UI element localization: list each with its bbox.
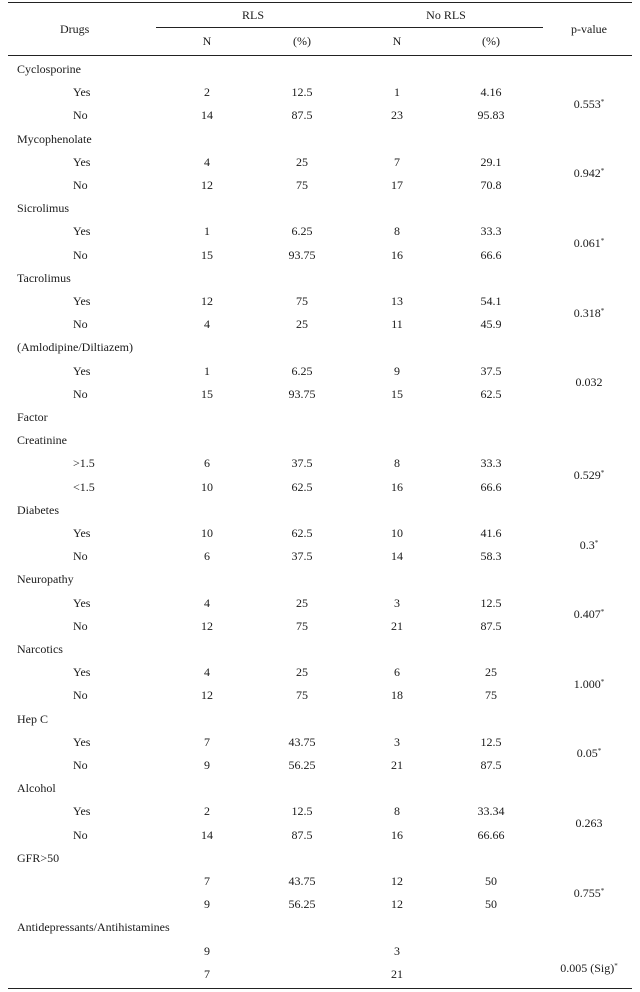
no-rls-n-value: 16 xyxy=(391,248,403,262)
rls-pct-value: 93.75 xyxy=(288,248,316,262)
row-label: No xyxy=(73,828,88,842)
no-rls-pct-value: 66.66 xyxy=(477,828,505,842)
rls-n-value: 2 xyxy=(204,85,210,99)
no-rls-n-value: 8 xyxy=(394,804,400,818)
p-value-text: 0.318 xyxy=(573,306,601,320)
row-label: No xyxy=(73,619,88,633)
rls-n-value: 7 xyxy=(204,735,210,749)
no-rls-n-value: 7 xyxy=(394,155,400,169)
rls-n-value: 4 xyxy=(204,665,210,679)
rls-n-value: 12 xyxy=(201,688,213,702)
p-value xyxy=(574,236,605,250)
no-rls-n-value: 21 xyxy=(391,967,403,981)
rls-n-value: 10 xyxy=(201,480,213,494)
rls-n-value: 7 xyxy=(204,967,210,981)
rls-pct-value: 37.5 xyxy=(291,549,313,563)
rls-pct-value: 87.5 xyxy=(291,108,313,122)
p-value xyxy=(574,468,605,482)
rls-pct-value: 75 xyxy=(296,178,308,192)
header-rls: RLS xyxy=(241,8,265,22)
significance-asterisk: * xyxy=(600,608,605,616)
table-bottom-rule xyxy=(8,988,632,989)
rls-n-value: 7 xyxy=(204,874,210,888)
no-rls-n-value: 21 xyxy=(391,758,403,772)
rls-n-value: 6 xyxy=(204,549,210,563)
no-rls-pct-value: 4.16 xyxy=(480,85,502,99)
header-p-value: p-value xyxy=(571,22,607,36)
row-label: No xyxy=(73,108,88,122)
p-value-text: 0.3 xyxy=(579,538,595,552)
no-rls-n-value: 9 xyxy=(394,364,400,378)
no-rls-pct-value: 87.5 xyxy=(480,758,502,772)
rls-pct-value: 12.5 xyxy=(291,85,313,99)
no-rls-n-value: 3 xyxy=(394,944,400,958)
header-pct-no-rls: (%) xyxy=(482,34,500,48)
rls-pct-value: 43.75 xyxy=(288,874,316,888)
no-rls-n-value: 6 xyxy=(394,665,400,679)
no-rls-n-value: 1 xyxy=(394,85,400,99)
no-rls-pct-value: 25 xyxy=(485,665,497,679)
group-label: Hep C xyxy=(17,712,48,726)
significance-asterisk: * xyxy=(600,237,605,245)
row-label: No xyxy=(73,688,88,702)
row-label: Yes xyxy=(73,526,91,540)
header-drugs: Drugs xyxy=(60,22,90,36)
rls-pct-value: 75 xyxy=(296,688,308,702)
rls-pct-value: 37.5 xyxy=(291,456,313,470)
no-rls-pct-value: 54.1 xyxy=(480,294,502,308)
group-label: Factor xyxy=(17,410,48,424)
rls-n-value: 4 xyxy=(204,155,210,169)
group-label: Cyclosporine xyxy=(17,62,81,76)
no-rls-n-value: 10 xyxy=(391,526,403,540)
significance-asterisk: * xyxy=(600,887,605,895)
row-label: No xyxy=(73,248,88,262)
rls-pct-value: 75 xyxy=(296,294,308,308)
no-rls-n-value: 23 xyxy=(391,108,403,122)
significance-asterisk: * xyxy=(600,98,605,106)
significance-asterisk: * xyxy=(594,539,599,547)
p-value-text: 0.755 xyxy=(573,886,601,900)
row-label: No xyxy=(73,758,88,772)
row-label: Yes xyxy=(73,804,91,818)
header-n-no-rls: N xyxy=(392,34,402,48)
no-rls-n-value: 13 xyxy=(391,294,403,308)
rls-n-value: 4 xyxy=(204,317,210,331)
p-value-text: 0.407 xyxy=(573,607,601,621)
rls-pct-value: 25 xyxy=(296,596,308,610)
no-rls-pct-value: 41.6 xyxy=(480,526,502,540)
no-rls-n-value: 11 xyxy=(391,317,403,331)
row-label: Yes xyxy=(73,155,91,169)
group-label: (Amlodipine/Diltiazem) xyxy=(17,340,133,354)
rls-n-value: 14 xyxy=(201,828,213,842)
group-label: Tacrolimus xyxy=(17,271,71,285)
rls-n-value: 14 xyxy=(201,108,213,122)
p-value xyxy=(560,961,618,975)
significance-asterisk: * xyxy=(600,307,605,315)
group-label: Narcotics xyxy=(17,642,63,656)
p-value xyxy=(576,816,603,830)
rls-pct-value: 56.25 xyxy=(288,897,316,911)
no-rls-pct-value: 29.1 xyxy=(480,155,502,169)
row-label: >1.5 xyxy=(73,456,95,470)
p-value xyxy=(577,746,602,760)
p-value-text: 0.529 xyxy=(573,468,601,482)
rls-n-value: 12 xyxy=(201,178,213,192)
rls-n-value: 12 xyxy=(201,619,213,633)
p-value-text: 1.000 xyxy=(573,677,601,691)
no-rls-pct-value: 62.5 xyxy=(480,387,502,401)
no-rls-n-value: 17 xyxy=(391,178,403,192)
p-value-text: 0.553 xyxy=(573,97,601,111)
row-label: Yes xyxy=(73,85,91,99)
no-rls-pct-value: 12.5 xyxy=(480,596,502,610)
rls-n-value: 9 xyxy=(204,897,210,911)
rls-pct-value: 87.5 xyxy=(291,828,313,842)
rls-pct-value: 75 xyxy=(296,619,308,633)
group-label: Mycophenolate xyxy=(17,132,92,146)
no-rls-n-value: 18 xyxy=(391,688,403,702)
row-label: Yes xyxy=(73,224,91,238)
no-rls-pct-value: 70.8 xyxy=(480,178,502,192)
rls-n-value: 9 xyxy=(204,758,210,772)
rls-n-value: 10 xyxy=(201,526,213,540)
no-rls-pct-value: 95.83 xyxy=(477,108,505,122)
p-value xyxy=(574,306,605,320)
row-label: Yes xyxy=(73,294,91,308)
row-label: No xyxy=(73,317,88,331)
rls-n-value: 12 xyxy=(201,294,213,308)
significance-asterisk: * xyxy=(597,747,602,755)
no-rls-n-value: 15 xyxy=(391,387,403,401)
rls-pct-value: 25 xyxy=(296,665,308,679)
significance-asterisk: * xyxy=(614,962,618,970)
no-rls-pct-value: 33.34 xyxy=(477,804,505,818)
no-rls-n-value: 14 xyxy=(391,549,403,563)
p-value-text: 0.061 xyxy=(573,236,601,250)
rls-n-value: 6 xyxy=(204,456,210,470)
group-label: Diabetes xyxy=(17,503,59,517)
no-rls-pct-value: 87.5 xyxy=(480,619,502,633)
row-label: Yes xyxy=(73,364,91,378)
no-rls-n-value: 12 xyxy=(391,874,403,888)
no-rls-pct-value: 66.6 xyxy=(480,248,502,262)
significance-asterisk: * xyxy=(600,469,605,477)
no-rls-pct-value: 12.5 xyxy=(480,735,502,749)
row-label: Yes xyxy=(73,665,91,679)
no-rls-n-value: 21 xyxy=(391,619,403,633)
no-rls-pct-value: 45.9 xyxy=(480,317,502,331)
p-value xyxy=(580,538,599,552)
significance-asterisk: * xyxy=(600,678,605,686)
p-value-text: 0.005 (Sig) xyxy=(560,961,615,975)
rls-n-value: 15 xyxy=(201,387,213,401)
p-value xyxy=(574,677,605,691)
p-value xyxy=(574,97,605,111)
p-value xyxy=(574,607,605,621)
group-label: Antidepressants/Antihistamines xyxy=(17,920,170,934)
p-value xyxy=(574,886,605,900)
rls-n-value: 1 xyxy=(204,364,210,378)
no-rls-pct-value: 50 xyxy=(485,897,497,911)
row-label: Yes xyxy=(73,596,91,610)
no-rls-n-value: 3 xyxy=(394,735,400,749)
no-rls-n-value: 3 xyxy=(394,596,400,610)
row-label: No xyxy=(73,549,88,563)
rls-pct-value: 12.5 xyxy=(291,804,313,818)
rls-pct-value: 6.25 xyxy=(291,364,313,378)
no-rls-pct-value: 37.5 xyxy=(480,364,502,378)
no-rls-pct-value: 33.3 xyxy=(480,456,502,470)
group-label: Alcohol xyxy=(17,781,56,795)
header-pct-rls: (%) xyxy=(293,34,311,48)
rls-n-value: 4 xyxy=(204,596,210,610)
rls-pct-value: 25 xyxy=(296,155,308,169)
no-rls-n-value: 12 xyxy=(391,897,403,911)
rls-n-value: 9 xyxy=(204,944,210,958)
rls-n-value: 15 xyxy=(201,248,213,262)
no-rls-n-value: 16 xyxy=(391,480,403,494)
rls-pct-value: 6.25 xyxy=(291,224,313,238)
rls-pct-value: 62.5 xyxy=(291,526,313,540)
no-rls-n-value: 8 xyxy=(394,224,400,238)
rls-pct-value: 62.5 xyxy=(291,480,313,494)
row-label: No xyxy=(73,387,88,401)
rls-pct-value: 43.75 xyxy=(288,735,316,749)
header-n-rls: N xyxy=(202,34,212,48)
group-label: GFR>50 xyxy=(17,851,60,865)
row-label: <1.5 xyxy=(73,480,95,494)
no-rls-n-value: 8 xyxy=(394,456,400,470)
p-value xyxy=(576,375,603,389)
no-rls-pct-value: 58.3 xyxy=(480,549,502,563)
no-rls-pct-value: 33.3 xyxy=(480,224,502,238)
group-label: Neuropathy xyxy=(17,572,74,586)
rls-pct-value: 93.75 xyxy=(288,387,316,401)
no-rls-pct-value: 50 xyxy=(485,874,497,888)
rls-n-value: 1 xyxy=(204,224,210,238)
row-label: No xyxy=(73,178,88,192)
rls-n-value: 2 xyxy=(204,804,210,818)
rls-pct-value: 25 xyxy=(296,317,308,331)
no-rls-n-value: 16 xyxy=(391,828,403,842)
p-value-text: 0.263 xyxy=(575,816,603,830)
header-no-rls: No RLS xyxy=(426,8,466,22)
rls-pct-value: 56.25 xyxy=(288,758,316,772)
row-label: Yes xyxy=(73,735,91,749)
significance-asterisk: * xyxy=(600,167,605,175)
p-value-text: 0.05 xyxy=(576,746,598,760)
p-value xyxy=(574,166,605,180)
p-value-text: 0.942 xyxy=(573,166,601,180)
p-value-text: 0.032 xyxy=(575,375,603,389)
no-rls-pct-value: 66.6 xyxy=(480,480,502,494)
group-label: Sicrolimus xyxy=(17,201,70,215)
no-rls-pct-value: 75 xyxy=(485,688,497,702)
group-label: Creatinine xyxy=(17,433,67,447)
